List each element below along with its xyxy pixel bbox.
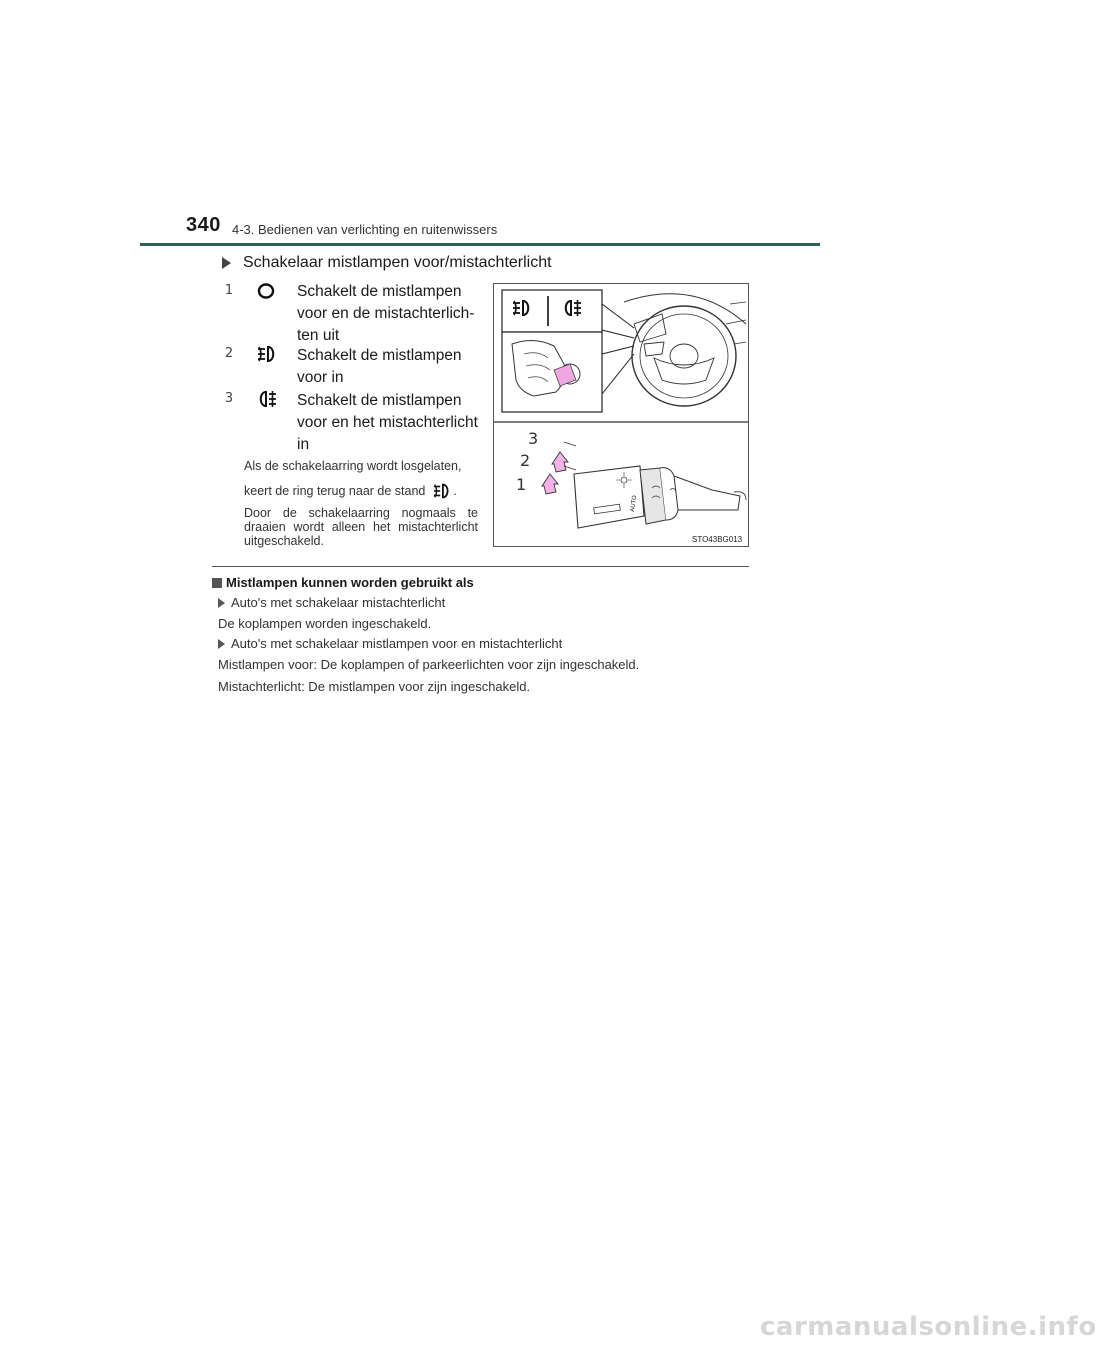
icon-callout-box (502, 290, 602, 332)
subheading (222, 254, 552, 272)
note-release-line-1: Als de schakelaarring wordt losgelaten, (244, 459, 462, 473)
arrow-1 (542, 474, 558, 494)
fog-lights-off-icon (256, 282, 276, 300)
note-release-text: keert de ring terug naar de stand (244, 484, 426, 498)
rear-fog-light-icon (255, 389, 279, 409)
option-text-line: Schakelt de mistlampen (297, 283, 462, 300)
figure-code: STO43BG013 (692, 535, 743, 544)
triangle-bullet-icon (218, 598, 225, 608)
option-text-line: Schakelt de mistlampen (297, 392, 462, 409)
option-text-3 (297, 390, 482, 456)
bullet-1 (218, 595, 445, 610)
figure-switch-illustration (493, 283, 749, 547)
auto-label: AUTO (630, 495, 639, 513)
section2-heading (212, 575, 474, 590)
square-bullet-icon (212, 578, 222, 588)
page-number: 340 (186, 214, 221, 236)
option-text-line: in (297, 436, 310, 453)
option-text-line: voor en het mistachterlicht (297, 414, 478, 431)
header-rule (140, 243, 820, 246)
bullet-2 (218, 636, 562, 651)
option-number-3: 3 (224, 390, 234, 406)
section-divider (212, 566, 749, 567)
option-text-line: Schakelt de mistlampen (297, 347, 462, 364)
bullet-2-text: Auto's met schakelaar mistlampen voor en mistachterlicht (231, 636, 563, 651)
option-text-line: voor en de mistachterlich- (297, 305, 475, 322)
line-2: Mistlampen voor: De koplampen of parkeerlichten voor zijn ingeschakeld. (218, 657, 640, 672)
triangle-bullet-icon (222, 257, 231, 269)
callout-1: 1 (516, 475, 527, 494)
option-text-2 (297, 345, 482, 389)
option-number-1: 1 (224, 282, 234, 298)
callout-3: 3 (528, 429, 539, 448)
front-fog-light-icon (255, 344, 279, 364)
option-text-1 (297, 281, 482, 347)
subheading-text: Schakelaar mistlampen voor/mistachterlicht (243, 254, 552, 271)
hand-inset-box (502, 332, 602, 412)
arrow-2 (552, 452, 568, 472)
option-text-line: ten uit (297, 327, 340, 344)
note-release-line-2 (244, 482, 478, 500)
callout-2: 2 (520, 451, 531, 470)
front-fog-light-icon (431, 482, 453, 500)
figure-drawing (494, 284, 748, 546)
line-3: Mistachterlicht: De mistlampen voor zijn ingeschakeld. (218, 679, 531, 694)
watermark: carmanualsonline.info (760, 1312, 1097, 1342)
triangle-bullet-icon (218, 639, 225, 649)
line-1: De koplampen worden ingeschakeld. (218, 616, 432, 631)
note-release-end: . (453, 484, 457, 498)
option-number-2: 2 (224, 345, 234, 361)
bullet-1-text: Auto's met schakelaar mistachterlicht (231, 595, 446, 610)
section2-heading-text: Mistlampen kunnen worden gebruikt als (226, 575, 474, 590)
section-title: 4-3. Bedienen van verlichting en ruitenwissers (232, 222, 498, 237)
option-text-line: voor in (297, 369, 344, 386)
note-again: Door de schakelaarring nogmaals te draaien wordt alleen het mistachterlicht uitgeschakeld. (244, 506, 478, 548)
